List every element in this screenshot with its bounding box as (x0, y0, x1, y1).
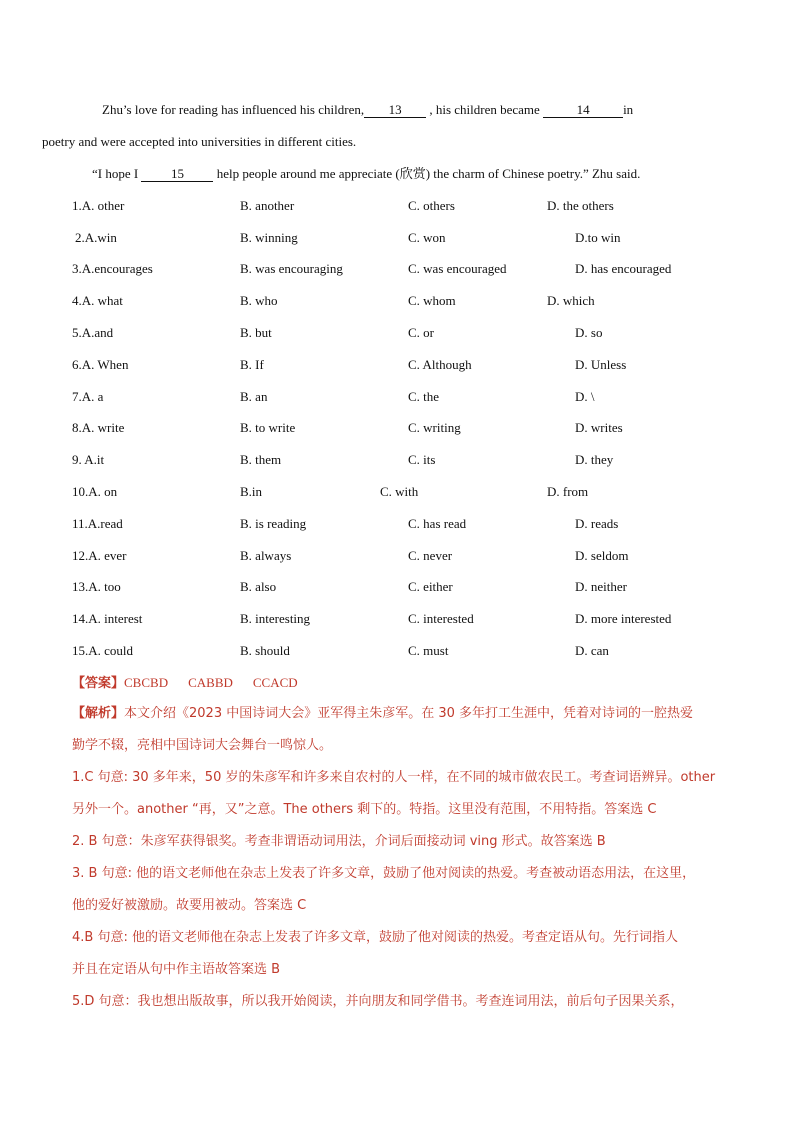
answer-label: 【答案】 (72, 676, 125, 691)
option-d[interactable]: D. they (575, 452, 614, 467)
blank-15[interactable]: 15 (141, 167, 213, 182)
option-b[interactable]: B. should (240, 643, 290, 658)
option-c[interactable]: C. whom (408, 293, 456, 308)
option-row-15 (0, 640, 794, 662)
option-d[interactable]: D. has encouraged (575, 261, 672, 276)
option-a[interactable]: 5.A.and (72, 325, 114, 340)
explanation-item-1: 1.C 句意: 30 多年来，50 岁的朱彦军和许多来自农村的人一样，在不同的城市做农民工。考查词语辨异。other 另外一个。another “再，又”之意。The others 剩下的。特指。这里没有范围，不用特指。答案选 C (72, 770, 716, 817)
passage-text: Zhu’s love for reading has influenced his children, (102, 102, 365, 117)
option-a[interactable]: 6.A. When (72, 357, 129, 372)
passage-text: , his children became (429, 102, 540, 117)
option-a[interactable]: 11.A.read (72, 516, 123, 531)
option-a[interactable]: 2.A.win (75, 230, 117, 245)
option-b[interactable]: B.in (240, 484, 263, 499)
option-row-9 (0, 449, 794, 471)
explanation-item-4: 4.B 句意: 他的语文老师他在杂志上发表了许多文章，鼓励了他对阅读的热爱。考查定语从句。先行词指人 并且在定语从句中作主语故答案选 B (72, 930, 678, 977)
passage-text: help people around me appreciate (欣赏) the charm of Chinese poetry.” Zhu said. (216, 166, 641, 181)
option-c[interactable]: C. has read (408, 516, 467, 531)
option-row-7 (0, 386, 794, 408)
explanation-item-5: 5.D 句意：我也想出版故事，所以我开始阅读，并向朋友和同学借书。考查连词用法，前后句子因果关系， (72, 994, 684, 1009)
passage-text: “I hope I (92, 166, 139, 181)
option-c[interactable]: C. the (408, 389, 440, 404)
option-d[interactable]: D. neither (575, 579, 627, 594)
explanation-item-2: 2. B 句意：朱彦军获得银奖。考查非谓语动词用法，介词后面接动词 ving 形式。故答案选 B (72, 834, 606, 849)
option-d[interactable]: D. seldom (575, 548, 629, 563)
option-a[interactable]: 10.A. on (72, 484, 118, 499)
passage-text: in (623, 102, 634, 117)
option-b[interactable]: B. them (240, 452, 282, 467)
passage-paragraph-1 (42, 94, 722, 158)
option-row-10 (0, 481, 794, 503)
option-d[interactable]: D. reads (575, 516, 619, 531)
option-a[interactable]: 12.A. ever (72, 548, 127, 563)
option-b[interactable]: B. another (240, 198, 295, 213)
option-d[interactable]: D. from (547, 484, 589, 499)
option-b[interactable]: B. always (240, 548, 292, 563)
option-a[interactable]: 7.A. a (72, 389, 104, 404)
option-c[interactable]: C. or (408, 325, 434, 340)
option-c[interactable]: C. Although (408, 357, 472, 372)
blank-14[interactable]: 14 (543, 103, 623, 118)
option-row-11 (0, 513, 794, 535)
option-d[interactable]: D. more interested (575, 611, 672, 626)
option-row-3 (0, 258, 794, 280)
option-d[interactable]: D. Unless (575, 357, 627, 372)
option-d[interactable]: D. writes (575, 420, 623, 435)
option-c[interactable]: C. never (408, 548, 453, 563)
option-row-4 (0, 290, 794, 312)
option-row-12 (0, 545, 794, 567)
option-c[interactable]: C. its (408, 452, 436, 467)
option-b[interactable]: B. interesting (240, 611, 311, 626)
option-b[interactable]: B. If (240, 357, 264, 372)
option-b[interactable]: B. is reading (240, 516, 307, 531)
option-d[interactable]: D. so (575, 325, 603, 340)
passage-paragraph-2 (72, 158, 722, 190)
option-a[interactable]: 1.A. other (72, 198, 125, 213)
option-a[interactable]: 14.A. interest (72, 611, 143, 626)
option-a[interactable]: 13.A. too (72, 579, 121, 594)
option-c[interactable]: C. others (408, 198, 455, 213)
option-c[interactable]: C. either (408, 579, 453, 594)
explanation-label: 【解析】 (72, 706, 125, 721)
option-a[interactable]: 4.A. what (72, 293, 123, 308)
option-c[interactable]: C. interested (408, 611, 474, 626)
option-row-13 (0, 576, 794, 598)
option-row-5 (0, 322, 794, 344)
option-b[interactable]: B. an (240, 389, 268, 404)
option-c[interactable]: C. with (380, 484, 419, 499)
option-b[interactable]: B. to write (240, 420, 296, 435)
option-a[interactable]: 15.A. could (72, 643, 134, 658)
answer-group: CBCBD (124, 675, 169, 690)
option-b[interactable]: B. who (240, 293, 278, 308)
option-d[interactable]: D.to win (575, 230, 621, 245)
option-row-6 (0, 354, 794, 376)
option-a[interactable]: 3.A.encourages (72, 261, 153, 276)
answer-group: CCACD (252, 675, 298, 690)
option-d[interactable]: D. \ (575, 389, 595, 404)
option-c[interactable]: C. must (408, 643, 449, 658)
option-b[interactable]: B. winning (240, 230, 298, 245)
explanation-item-3: 3. B 句意: 他的语文老师他在杂志上发表了许多文章，鼓励了他对阅读的热爱。考查被动语态用法，在这里， 他的爱好被激励。故要用被动。答案选 C (72, 866, 696, 913)
option-c[interactable]: C. was encouraged (408, 261, 507, 276)
option-row-8 (0, 417, 794, 439)
option-row-1 (0, 195, 794, 217)
option-d[interactable]: D. the others (547, 198, 614, 213)
option-c[interactable]: C. won (408, 230, 446, 245)
option-b[interactable]: B. was encouraging (240, 261, 343, 276)
option-a[interactable]: 9. A.it (72, 452, 105, 467)
blank-13[interactable]: 13 (364, 103, 426, 118)
passage-text: poetry and were accepted into universities in different cities. (42, 134, 357, 149)
option-b[interactable]: B. but (240, 325, 272, 340)
option-b[interactable]: B. also (240, 579, 277, 594)
answer-group: CABBD (188, 675, 233, 690)
option-c[interactable]: C. writing (408, 420, 461, 435)
option-row-14 (0, 608, 794, 630)
answer-line (72, 672, 312, 691)
option-a[interactable]: 8.A. write (72, 420, 125, 435)
option-d[interactable]: D. can (575, 643, 609, 658)
option-d[interactable]: D. which (547, 293, 595, 308)
option-row-2 (0, 227, 794, 249)
explanation-intro: 【解析】本文介绍《2023 中国诗词大会》亚军得主朱彦军。在 30 多年打工生涯中，凭着对诗词的一腔热爱 勤学不辍，亮相中国诗词大会舞台一鸣惊人。 (72, 706, 694, 753)
